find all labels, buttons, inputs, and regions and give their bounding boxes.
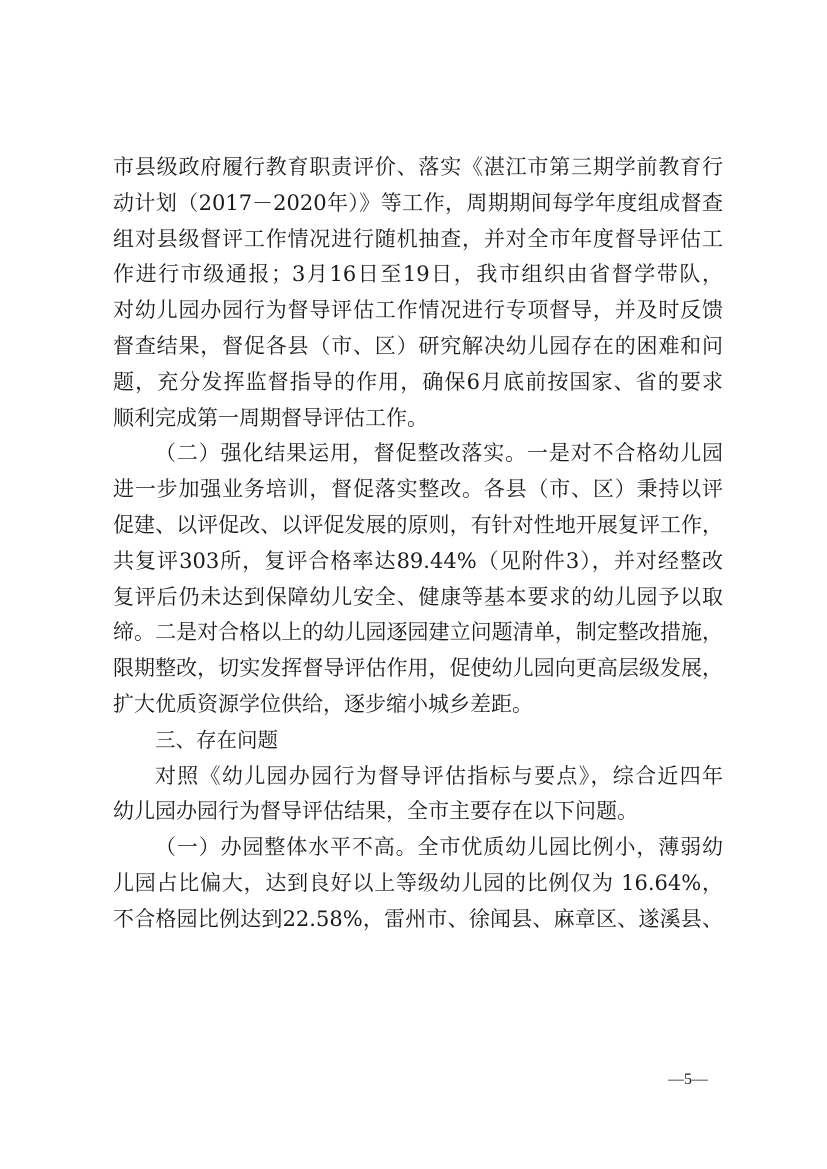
text-line: 市县级政府履行教育职责评价、落实《湛江市第三期学前教育行: [113, 155, 723, 179]
text-line: 进一步加强业务培训，督促落实整改。各县（市、区）秉持以评: [113, 477, 723, 502]
paragraph-result-application: [113, 436, 723, 722]
text-line: 共复评303所，复评合格率达89.44%（见附件3），并对经整改: [113, 548, 723, 573]
text-line: 作进行市级通报；3月16日至19日，我市组织由省督学带队，: [113, 262, 723, 287]
text-line: 促建、以评促改、以评促发展的原则，有针对性地开展复评工作，: [113, 512, 723, 537]
text-line: （二）强化结果运用，督促整改落实。一是对不合格幼儿园: [155, 441, 723, 466]
section-heading: 三、存在问题: [155, 727, 278, 752]
text-line: 督查结果，督促各县（市、区）研究解决幼儿园存在的困难和问: [113, 333, 723, 358]
text-line: 动计划（2017－2020年）》等工作，周期期间每学年度组成督查: [113, 190, 723, 215]
text-line: 顺利完成第一周期督导评估工作。: [113, 405, 428, 430]
text-line: 复评后仍未达到保障幼儿安全、健康等基本要求的幼儿园予以取: [113, 584, 723, 609]
text-line: （一）办园整体水平不高。全市优质幼儿园比例小，薄弱幼: [155, 835, 723, 860]
text-line: 题，充分发挥监督指导的作用，确保6月底前按国家、省的要求: [113, 369, 723, 394]
paragraph-intro: [113, 759, 723, 831]
text-line: 缔。二是对合格以上的幼儿园逐园建立问题清单，制定整改措施，: [113, 620, 723, 645]
body-text: [113, 150, 723, 938]
paragraph-continuation: [113, 150, 723, 436]
text-line: 儿园占比偏大，达到良好以上等级幼儿园的比例仅为 16.64%，: [113, 870, 723, 895]
paragraph-overall-level: [113, 830, 723, 937]
text-line: 扩大优质资源学位供给，逐步缩小城乡差距。: [113, 691, 533, 716]
text-line: 对照《幼儿园办园行为督导评估指标与要点》，综合近四年: [155, 763, 723, 788]
page-number: —5—: [668, 1071, 708, 1088]
text-line: 限期整改，切实发挥督导评估作用，促使幼儿园向更高层级发展，: [113, 656, 723, 681]
text-line: 组对县级督评工作情况进行随机抽查，并对全市年度督导评估工: [113, 226, 723, 251]
text-line: 对幼儿园办园行为督导评估工作情况进行专项督导，并及时反馈: [113, 298, 723, 323]
text-line: 幼儿园办园行为督导评估结果，全市主要存在以下问题。: [113, 799, 638, 824]
text-line: 不合格园比例达到22.58%，雷州市、徐闻县、麻章区、遂溪县、: [113, 906, 723, 931]
